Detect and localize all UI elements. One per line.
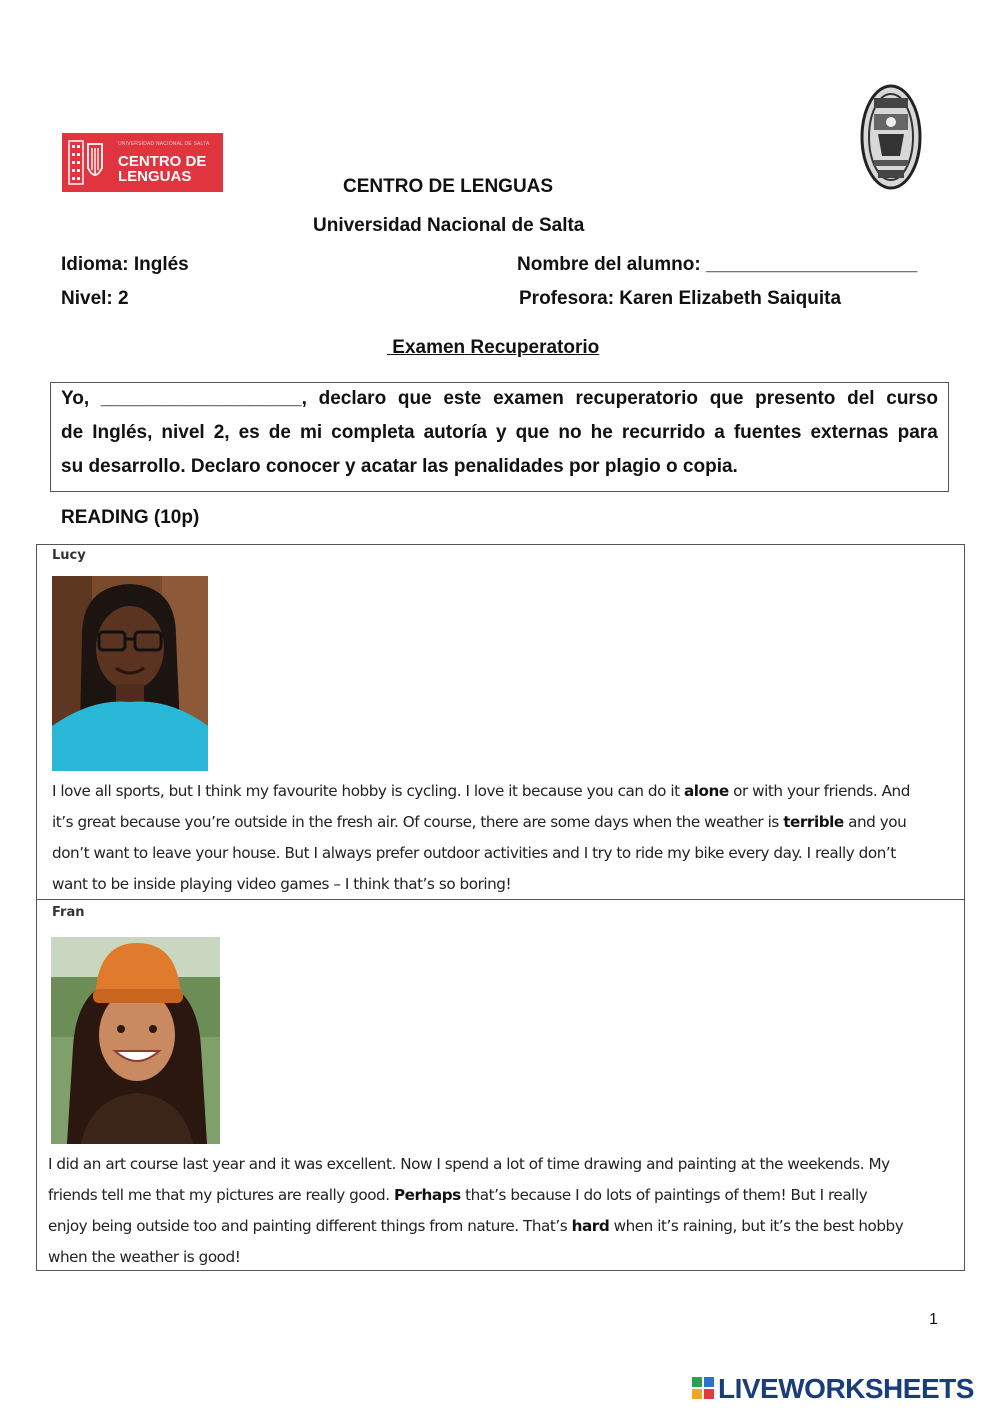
section-divider xyxy=(37,899,964,900)
university-emblem-icon xyxy=(68,140,106,185)
lucy-text-line-3: don’t want to leave your house. But I always prefer outdoor activities and I try to ride my bike every day. I really don’t xyxy=(52,844,896,862)
declaration-line-3: su desarrollo. Declaro conocer y acatar las penalidades por plagio o copia. xyxy=(61,456,738,477)
declaration-word: que xyxy=(397,388,432,409)
fran-photo xyxy=(51,937,220,1144)
declaration-word: de xyxy=(268,422,291,443)
teacher-label: Profesora: Karen Elizabeth Saiquita xyxy=(519,288,842,309)
lucy-text-line-2: it’s great because you’re outside in the fresh air. Of course, there are some days when the weather is terrible and you xyxy=(52,813,907,831)
lucy-text-line-1: I love all sports, but I think my favourite hobby is cycling. I love it because you can do it alone or with your friends. And xyxy=(52,782,910,800)
declaration-word: examen xyxy=(493,388,564,409)
declaration-word: es xyxy=(238,422,260,443)
declaration-word: autoría xyxy=(423,422,487,443)
reading-heading: READING (10p) xyxy=(61,507,200,528)
declaration-line-1 xyxy=(61,388,938,410)
logo-university-text: UNIVERSIDAD NACIONAL DE SALTA xyxy=(118,141,210,147)
centro-de-lenguas-logo xyxy=(62,133,223,192)
logo-title-line1: CENTRO DE xyxy=(118,153,207,170)
exam-title: Examen Recuperatorio xyxy=(387,337,600,358)
declaration-word: nivel xyxy=(161,422,205,443)
lucy-name: Lucy xyxy=(52,548,86,563)
page-number: 1 xyxy=(929,1311,938,1328)
fran-text-line-2: friends tell me that my pictures are really good. Perhaps that’s because I do lots of paintings of them! But I really xyxy=(48,1186,868,1204)
university-crest-icon xyxy=(860,84,922,190)
declaration-word: recurrido xyxy=(621,422,706,443)
reading-box xyxy=(36,544,965,1271)
declaration-word: este xyxy=(443,388,482,409)
declaration-word: 2, xyxy=(213,422,230,443)
fran-text-line-4: when the weather is good! xyxy=(48,1248,241,1266)
declaration-word: que xyxy=(515,422,550,443)
declaration-word: externas xyxy=(810,422,889,443)
student-name-field[interactable]: Nombre del alumno: ____________________ xyxy=(517,254,918,275)
declaration-word: presento xyxy=(755,388,836,409)
declaration-word: Inglés, xyxy=(92,422,153,443)
declaration-line-2 xyxy=(61,422,938,444)
declaration-word: he xyxy=(590,422,613,443)
declaration-word: no xyxy=(558,422,582,443)
declaration-word: a xyxy=(714,422,725,443)
declaration-word: que xyxy=(709,388,744,409)
declaration-word: del xyxy=(847,388,875,409)
liveworksheets-brand-text: LIVEWORKSHEETS xyxy=(718,1373,974,1404)
liveworksheets-icon xyxy=(692,1377,714,1399)
declaration-word: recuperatorio xyxy=(575,388,699,409)
declaration-word: de xyxy=(61,422,84,443)
page-subtitle: Universidad Nacional de Salta xyxy=(313,215,585,236)
logo-title-line2: LENGUAS xyxy=(118,168,192,185)
language-label: Idioma: Inglés xyxy=(61,254,189,275)
declaration-word: declaro xyxy=(318,388,387,409)
declaration-word: para xyxy=(897,422,938,443)
fran-name: Fran xyxy=(52,905,85,920)
declaration-word: curso xyxy=(886,388,938,409)
declaration-word: ___________________, xyxy=(100,388,307,409)
lucy-photo xyxy=(52,576,208,771)
declaration-word: fuentes xyxy=(733,422,802,443)
fran-text-line-1: I did an art course last year and it was excellent. Now I spend a lot of time drawing and painting at the weekends. My xyxy=(48,1155,890,1173)
lucy-text-line-4: want to be inside playing video games – I think that’s so boring! xyxy=(52,875,512,893)
fran-text-line-3: enjoy being outside too and painting different things from nature. That’s hard when it’s raining, but it’s the best hobby xyxy=(48,1217,904,1235)
declaration-word: y xyxy=(495,422,507,443)
page-title: CENTRO DE LENGUAS xyxy=(343,176,554,197)
level-label: Nivel: 2 xyxy=(61,288,129,309)
fran-portrait-image xyxy=(51,937,220,1144)
declaration-word: mi xyxy=(299,422,323,443)
declaration-box xyxy=(50,382,949,492)
declaration-word: completa xyxy=(331,422,415,443)
declaration-word: Yo, xyxy=(61,388,90,409)
lucy-portrait-image xyxy=(52,576,208,771)
